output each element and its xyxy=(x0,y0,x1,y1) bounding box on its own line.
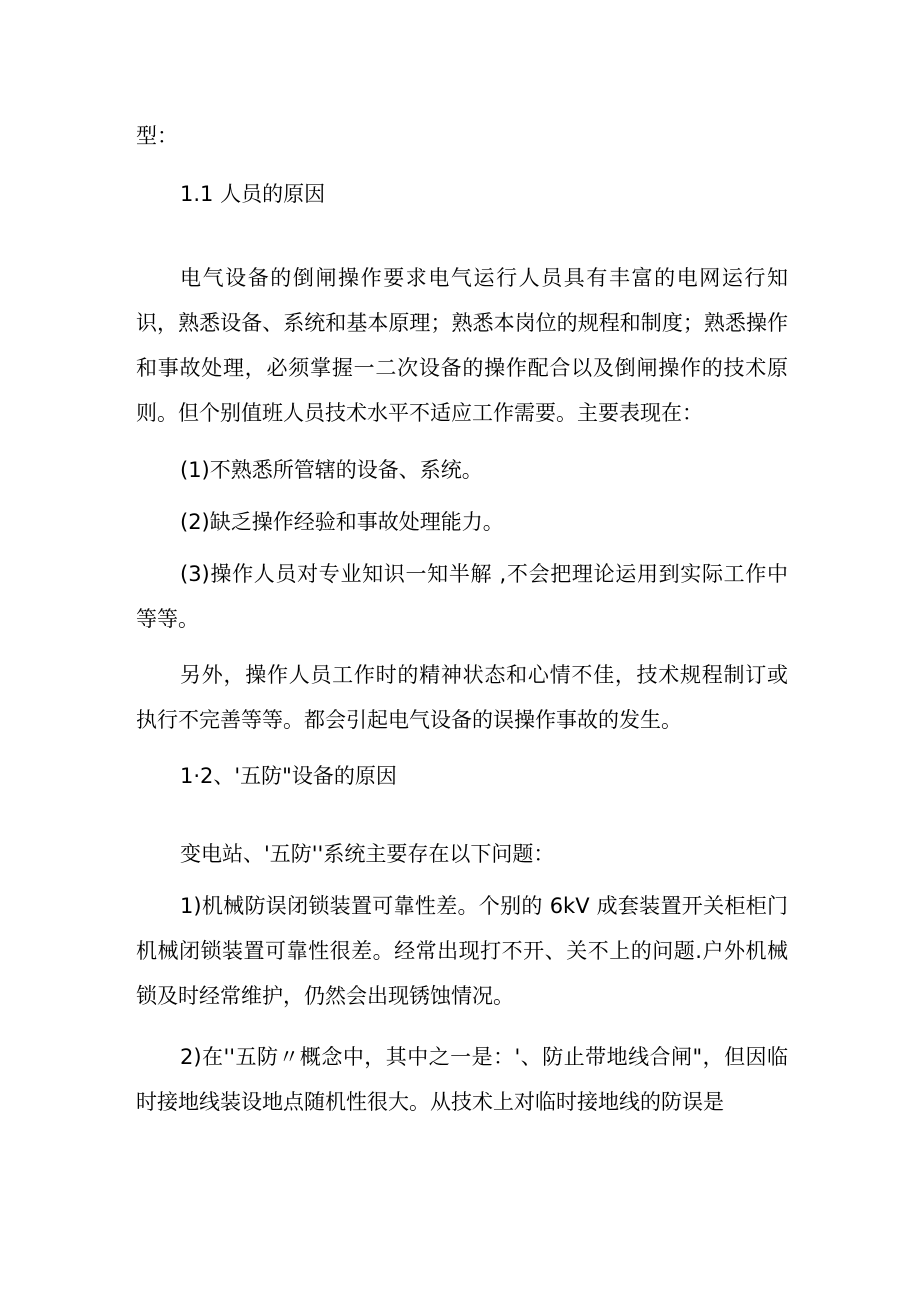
line-top: 型： xyxy=(136,124,178,148)
list-item-3: (3)操作人员对专业知识一知半解 ,不会把理论运用到实际工作中等等。 xyxy=(136,562,788,631)
list-item-b: 2)在''五防〃概念中，其中之一是：'、防止带地线合闸"，但因临时接地线装设地点随机性很大。从技术上对临时接地线的防误是 xyxy=(136,1045,788,1114)
heading-1-2: 1·2、'五防"设备的原因 xyxy=(180,764,397,788)
paragraph-1: 电气设备的倒闸操作要求电气运行人员具有丰富的电网运行知识，熟悉设备、系统和基本原理；熟悉本岗位的规程和制度；熟悉操作和事故处理，必须掌握一二次设备的操作配合以及倒闸操作的技术原则。但个别值班人员技术水平不适应工作需要。主要表现在： xyxy=(136,266,788,425)
list-item-1: (1)不熟悉所管辖的设备、系统。 xyxy=(180,458,483,482)
heading-1-1: 1.1 人员的原因 xyxy=(180,182,326,206)
paragraph-2: 另外，操作人员工作时的精神状态和心情不佳，技术规程制订或执行不完善等等。都会引起电气设备的误操作事故的发生。 xyxy=(136,663,788,732)
list-item-2: (2)缺乏操作经验和事故处理能力。 xyxy=(180,510,504,534)
paragraph-3: 变电站、'五防''系统主要存在以下问题： xyxy=(180,842,555,866)
list-item-a: 1)机械防误闭锁装置可靠性差。个别的 6kV 成套装置开关柜柜门机械闭锁装置可靠性很差。经常出现打不开、关不上的问题.户外机械锁及时经常维护，仍然会出现锈蚀情况。 xyxy=(136,894,788,1008)
